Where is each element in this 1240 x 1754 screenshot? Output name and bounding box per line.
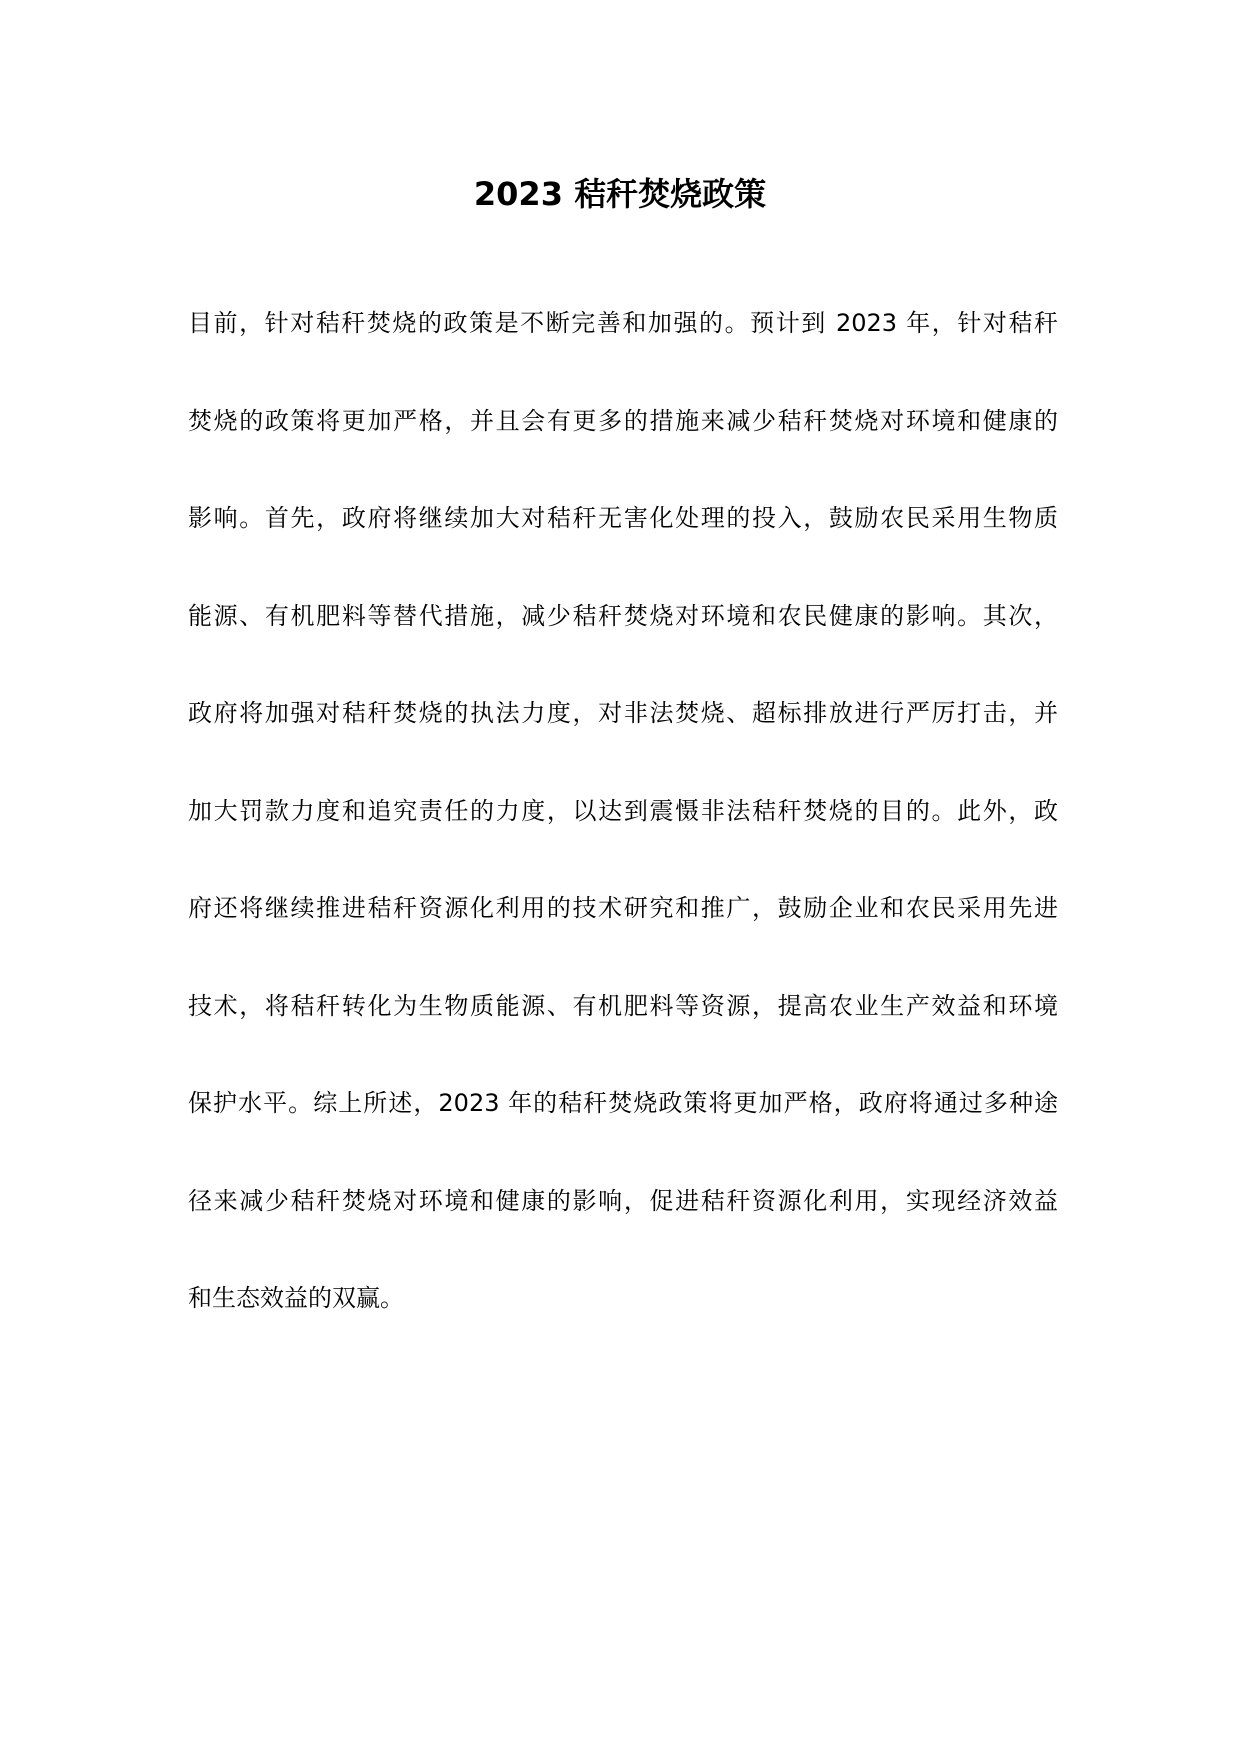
paragraph-line: 加大罚款力度和追究责任的力度，以达到震慑非法秸秆焚烧的目的。此外，政: [188, 796, 1058, 825]
paragraph-line: 和生态效益的双赢。: [188, 1284, 404, 1312]
document-title: 2023 秸秆焚烧政策: [473, 175, 767, 213]
paragraph-line: 政府将加强对秸秆焚烧的执法力度，对非法焚烧、超标排放进行严厉打击，并: [188, 699, 1058, 727]
paragraph-line: 保护水平。综上所述，2023 年的秸秆焚烧政策将更加严格，政府将通过多种途: [188, 1089, 1058, 1117]
paragraph-line: 能源、有机肥料等替代措施，减少秸秆焚烧对环境和农民健康的影响。其次，: [188, 601, 1058, 630]
paragraph-line: 目前，针对秸秆焚烧的政策是不断完善和加强的。预计到 2023 年，针对秸秆: [188, 309, 1058, 337]
paragraph-line: 焚烧的政策将更加严格，并且会有更多的措施来减少秸秆焚烧对环境和健康的: [188, 406, 1058, 435]
paragraph-line: 径来减少秸秆焚烧对环境和健康的影响，促进秸秆资源化利用，实现经济效益: [188, 1186, 1058, 1215]
paragraph-line: 影响。首先，政府将继续加大对秸秆无害化处理的投入，鼓励农民采用生物质: [188, 504, 1058, 532]
paragraph-line: 府还将继续推进秸秆资源化利用的技术研究和推广，鼓励企业和农民采用先进: [188, 894, 1058, 922]
paragraph-line: 技术，将秸秆转化为生物质能源、有机肥料等资源，提高农业生产效益和环境: [188, 991, 1058, 1020]
document-body: [188, 305, 1058, 1378]
